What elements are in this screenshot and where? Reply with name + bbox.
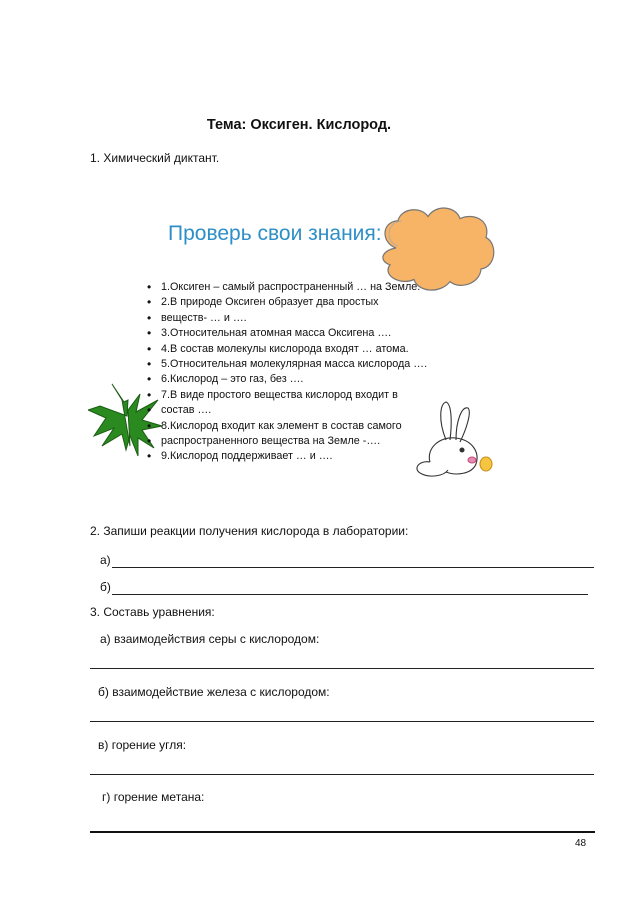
answer-line[interactable] [90, 668, 594, 669]
task-3d-label: г) горение метана: [102, 790, 205, 804]
quiz-question: • 2.В природе Оксиген образует два простых [145, 295, 427, 310]
answer-line[interactable] [90, 774, 594, 775]
quiz-question: • 3.Относительная атомная масса Оксигена …. [145, 326, 427, 341]
quiz-question: • 7.В виде простого вещества кислород входит в [145, 388, 427, 403]
answer-line[interactable] [90, 721, 594, 722]
answer-line[interactable] [112, 567, 594, 568]
quiz-question: • 6.Кислород – это газ, без …. [145, 372, 427, 387]
page-number: 48 [575, 838, 587, 849]
quiz-questions [145, 280, 427, 465]
footer-rule [90, 831, 595, 833]
page-title: Тема: Оксиген. Кислород. [206, 117, 392, 133]
task-2-label: 2. Запиши реакции получения кислорода в лаборатории: [90, 524, 409, 538]
task-3a-label: а) взаимодействия серы с кислородом: [100, 632, 320, 646]
quiz-question: • 1.Оксиген – самый распространенный … на Земле. [145, 280, 427, 295]
task-3-label: 3. Составь уравнения: [90, 605, 215, 619]
task-3b-label: б) взаимодействие железа с кислородом: [98, 685, 330, 699]
task-1-label: 1. Химический диктант. [90, 151, 220, 165]
quiz-question: • 5.Относительная молекулярная масса кислорода …. [145, 357, 427, 372]
rabbit-icon [417, 402, 492, 476]
quiz-question: • 8.Кислород входит как элемент в состав самого [145, 419, 427, 434]
task-2a-label: а) [100, 553, 111, 567]
answer-line[interactable] [112, 594, 588, 595]
quiz-question: • 4.В состав молекулы кислорода входят … атома. [145, 342, 427, 357]
quiz-question: • 9.Кислород поддерживает … и …. [145, 449, 427, 464]
task-3c-label: в) горение угля: [98, 738, 187, 752]
quiz-question: • распространенного вещества на Земле -…. [145, 434, 427, 449]
task-2b-label: б) [100, 580, 111, 594]
quiz-heading: Проверь свои знания: [168, 222, 382, 245]
cloud-icon [383, 208, 494, 290]
quiz-question: • веществ- … и …. [145, 311, 427, 326]
quiz-question: • состав …. [145, 403, 427, 418]
